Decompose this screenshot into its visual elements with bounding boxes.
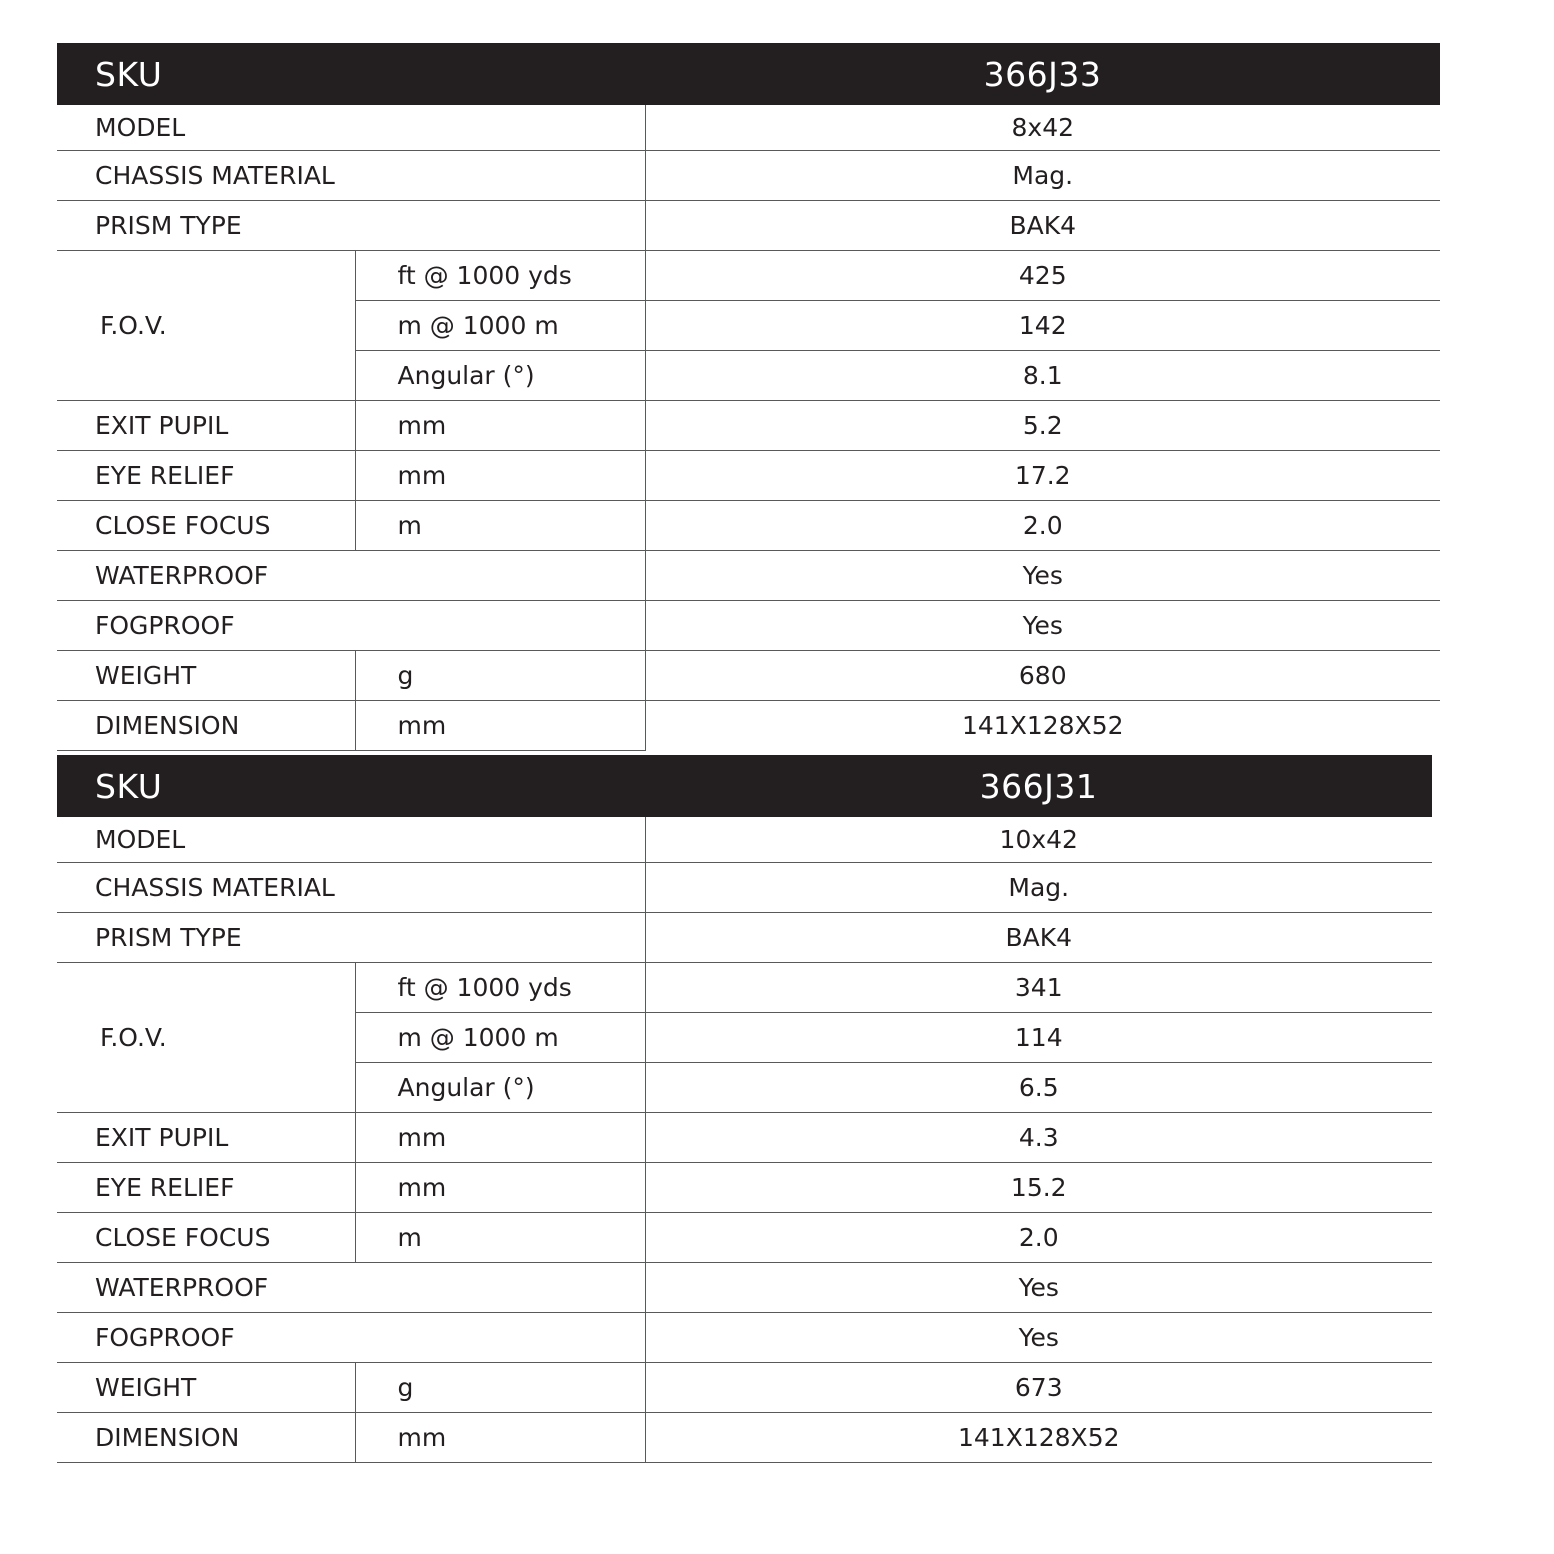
weight-unit: g [355,651,645,701]
waterproof-value: Yes [645,551,1440,601]
exit-pupil-unit: mm [355,401,645,451]
fov-ft-unit: ft @ 1000 yds [355,251,645,301]
fov-ft-value: 425 [645,251,1440,301]
model-row [57,817,1432,863]
dimension-unit: mm [355,1413,645,1463]
exit-pupil-row [57,401,1440,451]
dimension-unit: mm [355,701,645,751]
exit-pupil-label: EXIT PUPIL [57,401,355,451]
dimension-label: DIMENSION [57,1413,355,1463]
chassis-value: Mag. [645,151,1440,201]
fov-label: F.O.V. [57,963,355,1113]
eye-relief-unit: mm [355,1163,645,1213]
exit-pupil-unit: mm [355,1113,645,1163]
eye-relief-row [57,451,1440,501]
model-value: 10x42 [645,817,1432,863]
waterproof-row [57,551,1440,601]
eye-relief-unit: mm [355,451,645,501]
fov-m-value: 142 [645,301,1440,351]
fov-ft-row [57,251,1440,301]
fov-angular-unit: Angular (°) [355,351,645,401]
fogproof-label: FOGPROOF [57,1313,645,1363]
close-focus-label: CLOSE FOCUS [57,501,355,551]
dimension-value: 141X128X52 [645,701,1440,751]
waterproof-label: WATERPROOF [57,1263,645,1313]
sku-header-row [57,755,1432,817]
fogproof-row [57,601,1440,651]
model-label: MODEL [57,817,645,863]
weight-row [57,651,1440,701]
exit-pupil-value: 4.3 [645,1113,1432,1163]
close-focus-unit: m [355,1213,645,1263]
exit-pupil-label: EXIT PUPIL [57,1113,355,1163]
fov-angular-unit: Angular (°) [355,1063,645,1113]
exit-pupil-row [57,1113,1432,1163]
eye-relief-label: EYE RELIEF [57,1163,355,1213]
fov-ft-row [57,963,1432,1013]
fov-angular-value: 8.1 [645,351,1440,401]
close-focus-row [57,501,1440,551]
prism-label: PRISM TYPE [57,913,645,963]
chassis-label: CHASSIS MATERIAL [57,863,645,913]
fogproof-label: FOGPROOF [57,601,645,651]
chassis-row [57,863,1432,913]
eye-relief-row [57,1163,1432,1213]
exit-pupil-value: 5.2 [645,401,1440,451]
close-focus-value: 2.0 [645,1213,1432,1263]
fov-angular-value: 6.5 [645,1063,1432,1113]
prism-row [57,201,1440,251]
spec-table-366j33 [57,43,1440,751]
prism-value: BAK4 [645,913,1432,963]
weight-value: 680 [645,651,1440,701]
fov-m-value: 114 [645,1013,1432,1063]
eye-relief-value: 17.2 [645,451,1440,501]
model-row [57,105,1440,151]
sku-label: SKU [57,43,645,105]
fov-ft-value: 341 [645,963,1432,1013]
prism-row [57,913,1432,963]
sku-header-row [57,43,1440,105]
weight-unit: g [355,1363,645,1413]
spec-table-366j31 [57,755,1432,1463]
weight-label: WEIGHT [57,1363,355,1413]
dimension-value: 141X128X52 [645,1413,1432,1463]
waterproof-row [57,1263,1432,1313]
fov-m-unit: m @ 1000 m [355,301,645,351]
sku-label: SKU [57,755,645,817]
model-label: MODEL [57,105,645,151]
prism-label: PRISM TYPE [57,201,645,251]
close-focus-unit: m [355,501,645,551]
dimension-label: DIMENSION [57,701,355,751]
weight-value: 673 [645,1363,1432,1413]
close-focus-value: 2.0 [645,501,1440,551]
chassis-row [57,151,1440,201]
waterproof-value: Yes [645,1263,1432,1313]
weight-row [57,1363,1432,1413]
dimension-row [57,1413,1432,1463]
close-focus-row [57,1213,1432,1263]
fov-ft-unit: ft @ 1000 yds [355,963,645,1013]
weight-label: WEIGHT [57,651,355,701]
fov-m-unit: m @ 1000 m [355,1013,645,1063]
eye-relief-label: EYE RELIEF [57,451,355,501]
dimension-row [57,701,1440,751]
chassis-label: CHASSIS MATERIAL [57,151,645,201]
fov-label: F.O.V. [57,251,355,401]
close-focus-label: CLOSE FOCUS [57,1213,355,1263]
chassis-value: Mag. [645,863,1432,913]
model-value: 8x42 [645,105,1440,151]
fogproof-value: Yes [645,1313,1432,1363]
fogproof-row [57,1313,1432,1363]
sku-value: 366J33 [645,43,1440,105]
sku-value: 366J31 [645,755,1432,817]
prism-value: BAK4 [645,201,1440,251]
waterproof-label: WATERPROOF [57,551,645,601]
fogproof-value: Yes [645,601,1440,651]
eye-relief-value: 15.2 [645,1163,1432,1213]
